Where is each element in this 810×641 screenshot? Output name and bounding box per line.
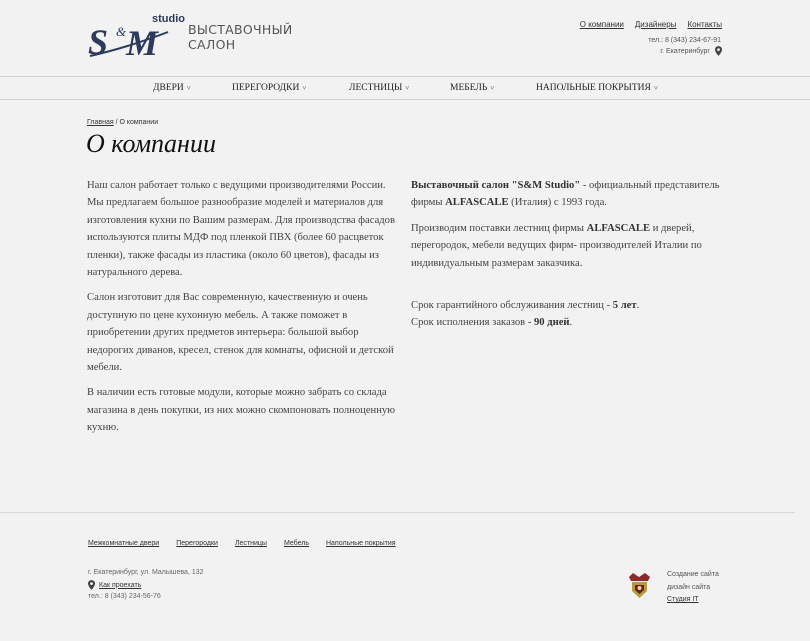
map-pin-icon[interactable]	[715, 46, 722, 56]
tagline-line2: САЛОН	[188, 37, 236, 52]
chevron-down-icon: ˅	[186, 84, 191, 92]
nav-label: МЕБЕЛЬ	[450, 83, 488, 93]
top-links	[580, 20, 722, 29]
map-pin-icon	[88, 580, 95, 590]
footer-link-flooring[interactable]: Напольные покрытия	[326, 540, 396, 547]
text-span: Срок гарантийного обслуживания лестниц -	[411, 300, 613, 312]
text-span: (Италия) с 1993 года.	[508, 197, 607, 209]
warranty-value: 5 лет	[612, 300, 637, 312]
order-term-line	[411, 314, 731, 331]
order-term-value: 90 дней	[534, 317, 570, 329]
sm-studio-logo[interactable]	[86, 12, 185, 63]
about-paragraph: Наш салон работает только с ведущими производителями России. Мы предлагаем большое разнообразие моделей и материалов для изготовления кухни по Вашим размерам. Для производства фасадов используются плиты МДФ под пленкой ПВХ (более 60 расцветок пленки), также фасады из пластика (около 60 цветов), фасады из натурального дерева.	[87, 180, 395, 279]
svg-text:S: S	[88, 22, 109, 62]
page-title: О компании	[86, 129, 216, 158]
footer-route	[88, 580, 141, 590]
chevron-down-icon: ˅	[490, 84, 495, 92]
top-link-designers[interactable]: Дизайнеры	[634, 20, 677, 29]
brand-name: ALFASCALE	[445, 197, 509, 209]
svg-text:&: &	[116, 24, 127, 39]
nav-item-stairs[interactable]	[349, 83, 450, 93]
chevron-down-icon: ˅	[405, 84, 410, 92]
footer-link-partitions[interactable]: Перегородки	[176, 540, 218, 547]
nav-label: ПЕРЕГОРОДКИ	[232, 83, 300, 93]
text-span: - официальный представитель фирмы	[411, 180, 720, 209]
footer-link-stairs[interactable]: Лестницы	[234, 540, 267, 547]
credit-line: дизайн сайта	[667, 583, 711, 591]
nav-item-flooring[interactable]	[536, 83, 658, 93]
brand-name: ALFASCALE	[586, 222, 651, 234]
footer-link-doors[interactable]: Межкомнатные двери	[88, 540, 160, 547]
text-span: Производим поставки лестниц фирмы	[411, 222, 587, 234]
site-header	[0, 0, 810, 76]
chevron-down-icon: ˅	[653, 84, 658, 92]
nav-item-furniture[interactable]	[450, 83, 536, 93]
breadcrumb	[87, 119, 158, 126]
header-phone: тел.: 8 (343) 234-67-91	[648, 37, 721, 44]
nav-label: ЛЕСТНИЦЫ	[349, 83, 403, 93]
breadcrumb-current: О компании	[119, 119, 159, 126]
city-label: г. Екатеринбург	[660, 47, 710, 55]
supply-paragraph	[411, 220, 731, 272]
breadcrumb-home[interactable]: Главная	[87, 119, 114, 126]
nav-label: НАПОЛЬНЫЕ ПОКРЫТИЯ	[536, 83, 651, 93]
footer-links	[88, 540, 396, 547]
tagline-line1: ВЫСТАВОЧНЫЙ	[188, 22, 293, 37]
studio-it-link[interactable]: Студия IT	[667, 596, 699, 603]
studio-it-logo[interactable]	[627, 571, 652, 600]
text-span: .	[569, 317, 573, 329]
route-link[interactable]: Как проехать	[99, 581, 142, 589]
about-left-column	[87, 177, 399, 445]
credit-line: Создание сайта	[667, 571, 719, 578]
nav-item-doors[interactable]	[153, 83, 232, 93]
about-paragraph: Салон изготовит для Вас современную, качественную и очень доступную по цене кухонную мебель. А также поможет в приобретении других предметов интерьера: большой выбор недорогих диванов, кресел, стенок для комнаты, офисной и детской мебели.	[87, 292, 394, 374]
salon-name: Выставочный салон "S&M Studio"	[411, 180, 581, 191]
footer-phone: тел.: 8 (343) 234-56-76	[88, 593, 161, 600]
text-span: и дверей, перегородок, мебели ведущих фирм- производителей Италии по индивидуальным размерам заказчика.	[411, 222, 702, 269]
nav-label: ДВЕРИ	[153, 83, 184, 93]
spacer	[411, 280, 731, 297]
header-city	[660, 46, 722, 56]
breadcrumb-separator: /	[113, 119, 120, 126]
about-paragraph: В наличии есть готовые модули, которые можно забрать со склада магазина в день покупки, из них можно скомпоновать полноценную кухню.	[87, 387, 396, 434]
svg-text:studio: studio	[152, 13, 185, 25]
footer-address: г. Екатеринбург, ул. Малышева, 132	[88, 569, 204, 576]
footer-divider	[0, 512, 795, 513]
site-tagline	[188, 22, 293, 52]
site-credits	[667, 569, 719, 607]
intro-paragraph	[411, 177, 731, 212]
nav-item-partitions[interactable]	[232, 83, 349, 93]
footer-link-furniture[interactable]: Мебель	[283, 540, 309, 547]
top-link-about[interactable]: О компании	[579, 20, 624, 29]
top-link-contacts[interactable]: Контакты	[687, 20, 722, 29]
warranty-line	[411, 297, 731, 314]
main-nav	[0, 76, 810, 100]
about-right-column	[411, 177, 731, 332]
text-span: Срок исполнения заказов -	[411, 317, 534, 329]
chevron-down-icon: ˅	[302, 84, 307, 92]
svg-text:M: M	[126, 23, 159, 63]
text-span: .	[636, 300, 640, 312]
